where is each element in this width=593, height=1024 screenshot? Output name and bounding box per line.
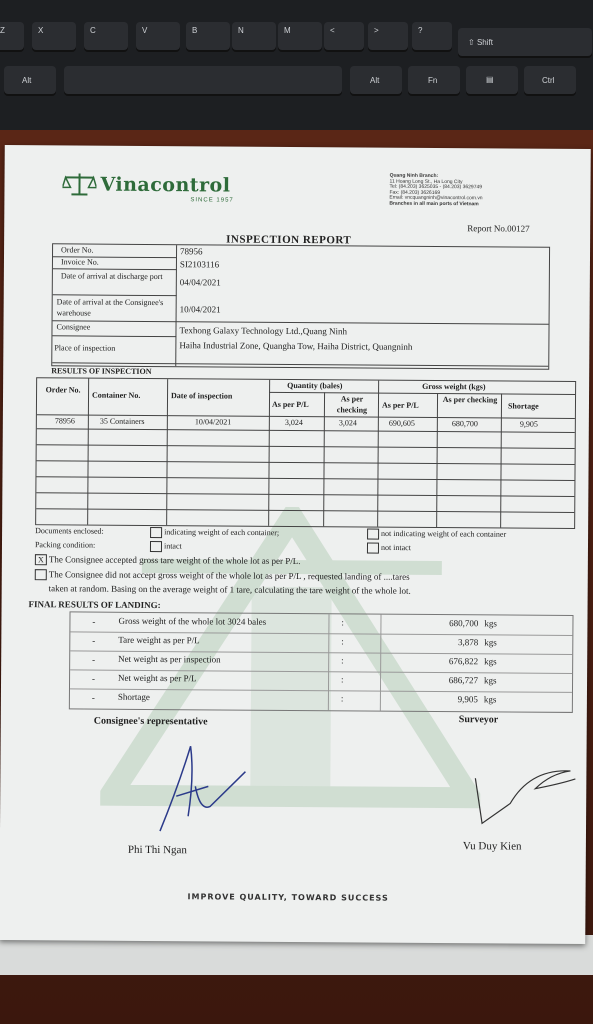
final-tare-weight-label: Tare weight as per P/L [118,634,200,646]
consignee-name: Phi Thi Ngan [127,843,187,857]
key-m: M [278,22,322,50]
doc-indicating-checkbox [150,527,162,538]
key-less: < [324,22,364,50]
final-net-inspection-label: Net weight as per inspection [118,653,221,665]
header-qty-as-per-pl: As per P/L [271,399,309,410]
report-title: INSPECTION REPORT [226,233,352,247]
info-table [51,243,550,369]
cell-order-no: 78956 [54,416,75,426]
cell-shortage: 9,905 [519,419,538,429]
branch-name: Quang Ninh Branch: [389,172,439,179]
company-logo: Vinacontrol [100,173,231,197]
key-ctrl: Ctrl [524,66,576,94]
cell-gw-pl: 690,605 [388,418,415,428]
label-order-no: Order No. [61,245,94,255]
branch-ports: Branches in all main ports of Vietnam [389,200,479,207]
pack-intact-checkbox [150,541,162,552]
cell-qty-pl: 3,024 [284,417,303,428]
packing-condition-label: Packing condition: [34,540,96,550]
label-place-of-inspection: Place of inspection [54,343,116,353]
header-date-of-inspection: Date of inspection [171,391,233,401]
header-container-no: Container No. [92,390,141,400]
final-net-pl-unit: kgs [484,675,497,686]
header-gross-weight: Gross weight (kgs) [422,381,486,392]
results-table [35,377,576,529]
final-gross-weight-label: Gross weight of the whole lot 3024 bales [118,615,267,627]
key-fn: Fn [408,66,460,94]
final-row-dash: - [91,692,95,703]
header-quantity: Quantity (bales) [287,380,343,391]
final-row-colon: : [341,655,344,666]
final-shortage-value: 9,905 [457,694,478,705]
final-row-dash: - [92,673,96,684]
value-place-of-inspection: Haiha Industrial Zone, Quangha Tow, Haiha District, Quangninh [179,340,413,352]
doc-not-indicating-checkbox [367,529,379,540]
report-number: Report No.00127 [467,223,530,234]
inspection-report-page [0,145,591,944]
documents-enclosed-label: Documents enclosed: [35,526,104,536]
label-invoice-no: Invoice No. [60,257,99,267]
header-qty-as-per-checking: As per checking [336,394,368,415]
final-net-pl-value: 686,727 [448,675,479,686]
label-consignee: Consignee [56,322,91,332]
final-net-inspection-value: 676,822 [448,656,479,667]
key-b: B [186,22,230,50]
key-alt-left: Alt [4,66,56,94]
doc-option-not-indicating: not indicating weight of each container [367,529,506,541]
key-x: X [32,22,76,50]
final-row-colon: : [341,674,344,685]
key-n: N [232,22,276,50]
final-tare-weight-unit: kgs [484,637,497,648]
header-gw-as-per-pl: As per P/L [381,400,419,410]
final-row-dash: - [92,635,96,646]
surveyor-signature-icon [470,758,580,829]
consignee-not-accepted: The Consignee did not accept gross weight of the whole lot as per P/L , requested landing of ....tares [35,569,410,583]
pack-not-intact-checkbox [367,543,379,554]
not-accepted-checkbox [35,570,47,581]
final-gross-weight-value: 680,700 [449,618,479,629]
key-z: Z [0,22,24,50]
consignee-accepted: X The Consignee accepted gross tare weight of the whole lot as per P/L. [35,554,301,567]
consignee-not-accepted-cont: taken at random. Basing on the average weight of 1 tare, calculating the tare weight of the whole lot. [48,583,411,596]
doc-option-indicating: indicating weight of each container; [150,527,279,539]
cell-gw-checking: 680,700 [451,419,478,429]
keyboard [0,0,593,135]
surveyor-label: Surveyor [458,714,499,726]
final-row-dash: - [92,616,96,627]
key-space [64,66,342,94]
final-tare-weight-value: 3,878 [458,637,479,648]
key-alt-right: Alt [350,66,402,94]
branch-fax: Fax: (84.203) 3626169 [389,189,441,196]
final-shortage-label: Shortage [117,691,150,702]
consignee-signature-icon [150,736,261,837]
footer-slogan: IMPROVE QUALITY, TOWARD SUCCESS [187,892,389,903]
final-row-dash: - [92,654,96,665]
key-question: ? [412,22,452,50]
pack-option-not-intact: not intact [367,543,411,554]
key-c: C [84,22,128,50]
branch-info [389,174,579,208]
final-row-colon: : [340,693,344,704]
value-arrival-port: 04/04/2021 [179,277,221,288]
cell-container-no: 35 Containers [99,416,145,426]
accepted-checkbox: X [35,555,47,566]
label-arrival-port: Date of arrival at discharge port [60,271,163,282]
cell-date: 10/04/2021 [194,417,232,427]
final-net-inspection-unit: kgs [484,656,497,667]
header-gw-as-per-checking: As per checking [442,395,498,405]
vinacontrol-scale-icon [62,171,96,197]
branch-email: Email: vncquangninh@vinacontrol.com.vn [389,194,483,202]
results-title: RESULTS OF INSPECTION [51,366,152,376]
surveyor-name: Vu Duy Kien [462,840,522,853]
branch-address: 11 Hoang Long St., Ha Long City [389,178,463,185]
value-order-no: 78956 [180,246,203,257]
key-shift: ⇧ Shift [458,28,592,56]
value-arrival-warehouse: 10/04/2021 [179,304,221,315]
pack-option-intact: intact [150,541,182,552]
final-results-title: FINAL RESULTS OF LANDING: [28,599,161,611]
label-arrival-warehouse: Date of arrival at the Consignee's warehouse [56,297,164,318]
final-row-colon: : [341,636,344,647]
final-results-table [69,611,574,713]
final-net-pl-label: Net weight as per P/L [118,672,197,684]
header-shortage: Shortage [507,401,539,411]
value-consignee: Texhong Galaxy Technology Ltd.,Quang Ninh [179,325,348,337]
final-shortage-unit: kgs [483,694,497,705]
key-v: V [136,22,180,50]
header-order-no: Order No. [45,385,81,395]
consignee-representative-label: Consignee's representative [93,715,208,728]
logo-since: SINCE 1957 [190,197,234,204]
cell-qty-checking: 3,024 [338,418,357,428]
final-row-colon: : [341,617,345,628]
key-greater: > [368,22,408,50]
branch-tel: Tel: (84.203) 3625035 - (84.203) 3629749 [389,183,483,191]
final-gross-weight-unit: kgs [484,618,498,629]
value-invoice-no: SI2103116 [179,259,220,270]
key-menu: ▤ [466,66,518,94]
